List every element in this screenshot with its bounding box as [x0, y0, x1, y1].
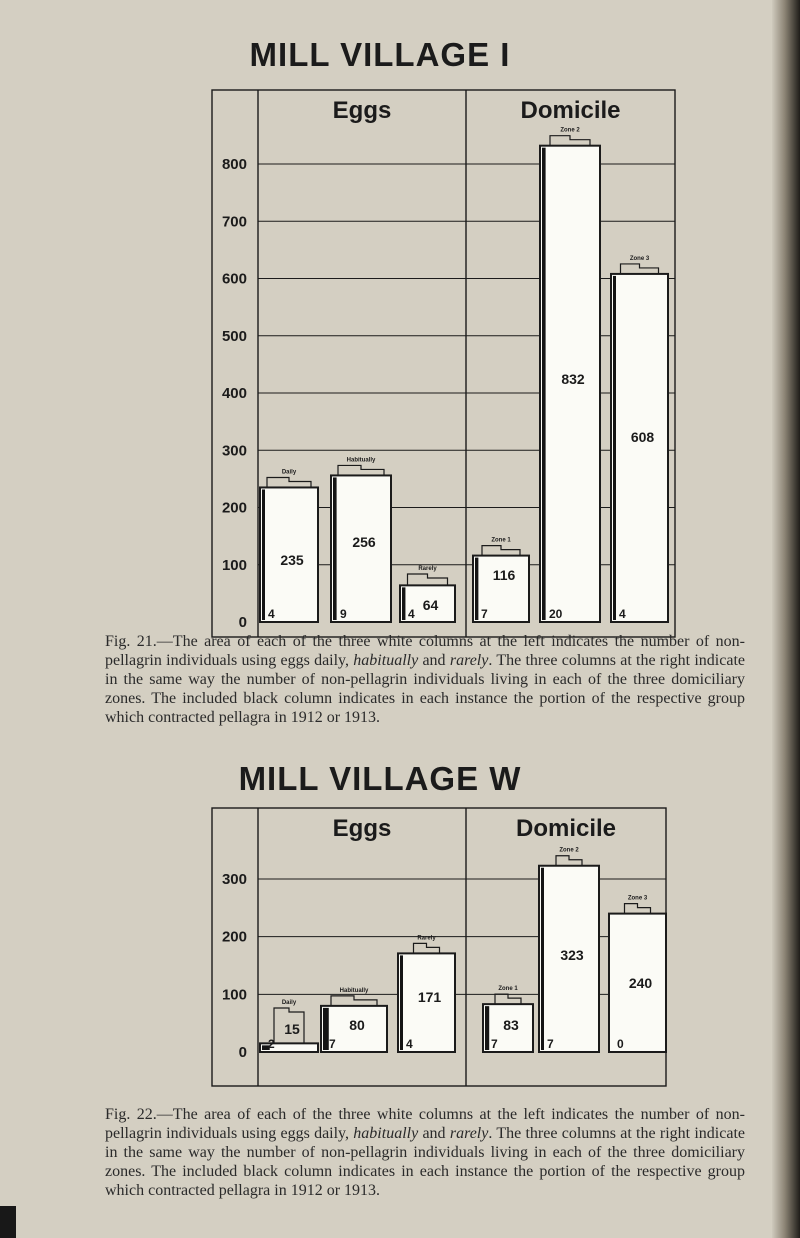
pellagra-column — [323, 1008, 329, 1050]
pellagra-value-label: 7 — [491, 1037, 498, 1051]
figure-21-caption-em-habitually: habitually — [353, 652, 419, 669]
y-tick-label: 200 — [221, 499, 247, 517]
panel-title-domicile: Domicile — [515, 815, 617, 842]
column-caption: Zone 1 — [498, 986, 518, 993]
column-tab — [331, 996, 377, 1006]
pellagra-column — [485, 1006, 489, 1050]
figure-22-caption-em-habitually: habitually — [353, 1125, 419, 1142]
figure-22-caption-text: The area of each of the three white columns at the left indicates the number of non-pellagrin individuals using eggs daily, — [105, 1106, 746, 1142]
page-corner-mark — [0, 1206, 16, 1238]
panel-title-eggs: Eggs — [332, 97, 392, 124]
figure-21-heading: MILL VILLAGE I — [249, 36, 511, 73]
y-tick-label: 0 — [238, 614, 247, 631]
pellagra-value-label: 4 — [619, 607, 626, 621]
y-tick-label: 600 — [221, 270, 247, 288]
figure-21-caption-rest: . The three columns at the right indicate in the same way the number of non-pellagrin individuals living in each of the three domiciliary zones. The included black column indicates in each instance the portion of the respective group which contracted pellagra in 1912 or 1913. — [105, 652, 746, 726]
pellagra-value-label: 7 — [547, 1037, 554, 1051]
y-tick-label: 400 — [221, 385, 247, 402]
pellagra-value-label: 4 — [406, 1037, 413, 1051]
pellagra-value-label: 7 — [481, 607, 488, 621]
pellagra-value-label: 7 — [329, 1037, 336, 1051]
pellagra-value-label: 0 — [617, 1037, 624, 1051]
white-value-label: 80 — [349, 1017, 365, 1033]
white-value-label: 608 — [630, 429, 655, 445]
column-tab — [495, 994, 521, 1004]
column-caption: Zone 3 — [627, 895, 648, 902]
pellagra-column — [400, 955, 403, 1050]
figure-21-caption-em-rarely: rarely — [449, 652, 489, 669]
figure-21-caption-and: and — [418, 652, 450, 669]
figure-22-caption — [105, 1105, 745, 1200]
white-value-label: 116 — [492, 567, 516, 583]
column-caption: Zone 2 — [560, 127, 580, 134]
pellagra-value-label: 9 — [340, 607, 347, 621]
column-tab — [625, 904, 651, 914]
y-tick-label: 800 — [221, 156, 247, 173]
y-tick-label: 300 — [221, 442, 247, 460]
pellagra-value-label: 20 — [549, 607, 563, 621]
white-value-label: 256 — [352, 534, 376, 550]
white-value-label: 240 — [628, 975, 653, 991]
white-value-label: 15 — [284, 1021, 300, 1037]
pellagra-column — [541, 868, 544, 1050]
y-tick-label: 300 — [221, 871, 247, 888]
column-caption: Zone 2 — [559, 847, 579, 854]
white-value-label: 64 — [422, 597, 439, 613]
book-spine-edge — [772, 0, 800, 1238]
figure-22-caption-lead: Fig. 22.— — [105, 1106, 173, 1123]
y-tick-label: 700 — [221, 213, 247, 231]
pellagra-value-label: 4 — [268, 607, 275, 621]
column-tab — [414, 943, 440, 953]
column-caption: Daily — [281, 469, 297, 476]
column-caption: Zone 3 — [629, 255, 650, 262]
white-value-label: 83 — [503, 1017, 519, 1033]
y-tick-label: 100 — [221, 556, 247, 574]
white-value-label: 832 — [561, 371, 585, 387]
column-caption: Habitually — [346, 457, 376, 464]
pellagra-value-label: 2 — [268, 1037, 275, 1051]
figure-22-caption-em-rarely: rarely — [449, 1125, 489, 1142]
figure-22-heading: MILL VILLAGE W — [238, 760, 522, 797]
column-caption: Rarely — [418, 566, 437, 572]
figure-21-caption-text: The area of each of the three white columns at the left indicates the number of non-pellagrin individuals using eggs daily, — [105, 633, 746, 669]
white-value-label: 171 — [417, 989, 442, 1005]
y-tick-label: 500 — [221, 327, 247, 345]
column-caption: Habitually — [339, 987, 369, 994]
column-tab — [556, 856, 582, 866]
white-value-label: 323 — [560, 947, 584, 963]
y-tick-label: 100 — [221, 986, 247, 1004]
figure-22-caption-and: and — [418, 1125, 450, 1142]
y-tick-label: 200 — [221, 928, 247, 946]
figure-22-caption-rest: . The three columns at the right indicate in the same way the number of non-pellagrin individuals living in each of the three domiciliary zones. The included black column indicates in each instance the portion of the respective group which contracted pellagra in 1912 or 1913. — [105, 1125, 746, 1199]
panel-title-eggs: Eggs — [332, 815, 392, 842]
y-tick-label: 0 — [238, 1044, 247, 1061]
figure-21-caption-lead: Fig. 21.— — [105, 633, 173, 650]
column-caption: Zone 1 — [491, 537, 511, 544]
column-caption: Daily — [281, 1000, 297, 1006]
white-value-label: 235 — [280, 552, 304, 568]
panel-title-domicile: Domicile — [520, 97, 621, 124]
pellagra-value-label: 4 — [408, 607, 415, 621]
column-caption: Rarely — [417, 935, 436, 942]
